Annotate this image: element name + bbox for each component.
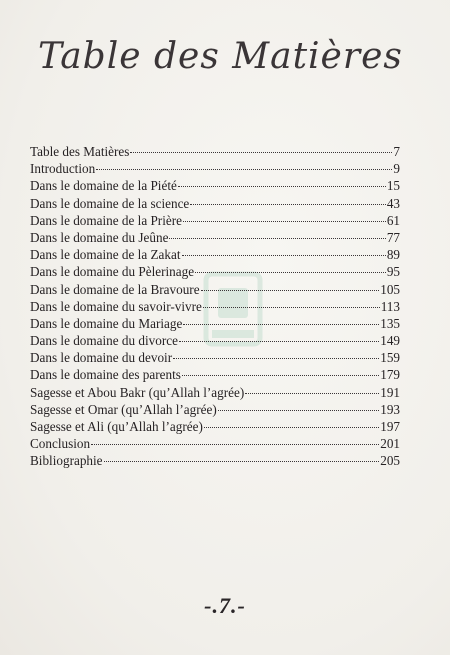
toc-entry xyxy=(30,315,400,332)
dot-leader xyxy=(182,255,386,256)
dot-leader xyxy=(173,358,379,359)
dot-leader xyxy=(178,186,386,187)
toc-entry xyxy=(30,418,400,435)
toc-entry-title: Dans le domaine de la Zakat xyxy=(30,247,181,263)
toc-entry-page: 77 xyxy=(386,229,400,245)
toc-entry-page: 61 xyxy=(386,212,400,228)
dot-leader xyxy=(96,169,392,170)
dot-leader xyxy=(183,324,379,325)
toc-entry-page: 135 xyxy=(380,315,400,331)
toc-entry-title: Bibliographie xyxy=(30,453,103,469)
toc-entry-page: 9 xyxy=(393,161,400,177)
toc-entry-title: Table des Matières xyxy=(30,144,130,159)
toc-entry-title: Dans le domaine de la Piété xyxy=(30,178,177,194)
toc-entry-page: 201 xyxy=(380,436,400,452)
toc-entry-title: Sagesse et Ali (qu’Allah l’agrée) xyxy=(30,419,203,434)
toc-entry xyxy=(30,263,400,280)
toc-entry-page: 205 xyxy=(380,453,400,469)
toc-entry-page: 15 xyxy=(386,178,400,194)
toc-entry-page: 95 xyxy=(386,264,400,280)
toc-entry-title: Dans le domaine du Jeûne xyxy=(30,229,169,245)
toc-entry xyxy=(30,212,400,229)
table-of-contents xyxy=(30,143,400,470)
toc-entry xyxy=(30,435,400,452)
dot-leader xyxy=(218,410,379,411)
dot-leader xyxy=(245,393,379,394)
page-title: Table des Matières xyxy=(38,36,403,77)
toc-entry-title: Dans le domaine de la science xyxy=(30,195,190,211)
toc-entry xyxy=(30,452,400,469)
toc-entry-title: Dans le domaine du divorce xyxy=(30,333,178,349)
toc-entry xyxy=(30,298,400,315)
toc-entry xyxy=(30,366,400,383)
toc-entry-title: Dans le domaine de la Bravoure xyxy=(30,281,200,297)
toc-entry xyxy=(30,160,400,177)
dot-leader xyxy=(204,427,379,428)
dot-leader xyxy=(91,444,379,445)
toc-entry xyxy=(30,281,400,298)
toc-entry xyxy=(30,143,400,160)
toc-entry-page: 105 xyxy=(380,281,400,297)
toc-entry-page: 197 xyxy=(380,419,400,434)
toc-entry-page: 193 xyxy=(380,401,400,417)
toc-entry xyxy=(30,229,400,246)
dot-leader xyxy=(130,152,392,153)
toc-entry-page: 43 xyxy=(386,195,400,211)
toc-entry-page: 89 xyxy=(386,247,400,263)
page-number: -.7.- xyxy=(204,593,246,618)
toc-entry-title: Introduction xyxy=(30,161,96,177)
toc-entry-title: Conclusion xyxy=(30,436,91,452)
dot-leader xyxy=(182,375,379,376)
toc-entry-page: 149 xyxy=(380,333,400,349)
toc-entry-title: Dans le domaine du savoir-vivre xyxy=(30,298,202,314)
toc-entry xyxy=(30,401,400,418)
toc-entry xyxy=(30,246,400,263)
toc-entry xyxy=(30,195,400,212)
toc-entry-title: Sagesse et Omar (qu’Allah l’agrée) xyxy=(30,401,217,417)
toc-entry xyxy=(30,349,400,366)
toc-entry-title: Dans le domaine du devoir xyxy=(30,350,173,366)
toc-entry-page: 113 xyxy=(380,298,400,314)
toc-entry-page: 179 xyxy=(380,367,400,383)
toc-entry-title: Dans le domaine des parents xyxy=(30,367,181,383)
toc-entry-title: Sagesse et Abou Bakr (qu’Allah l’agrée) xyxy=(30,384,245,400)
dot-leader xyxy=(195,272,386,273)
toc-entry-page: 7 xyxy=(393,144,400,159)
toc-entry xyxy=(30,384,400,401)
toc-entry xyxy=(30,177,400,194)
dot-leader xyxy=(179,341,379,342)
toc-entry-title: Dans le domaine du Mariage xyxy=(30,315,183,331)
dot-leader xyxy=(201,290,380,291)
toc-entry-title: Dans le domaine du Pèlerinage xyxy=(30,264,195,280)
dot-leader xyxy=(104,461,380,462)
toc-entry xyxy=(30,332,400,349)
dot-leader xyxy=(183,221,386,222)
toc-entry-page: 191 xyxy=(380,384,400,400)
dot-leader xyxy=(203,307,380,308)
toc-entry-title: Dans le domaine de la Prière xyxy=(30,212,182,228)
toc-entry-page: 159 xyxy=(380,350,400,366)
dot-leader xyxy=(169,238,385,239)
dot-leader xyxy=(190,204,386,205)
